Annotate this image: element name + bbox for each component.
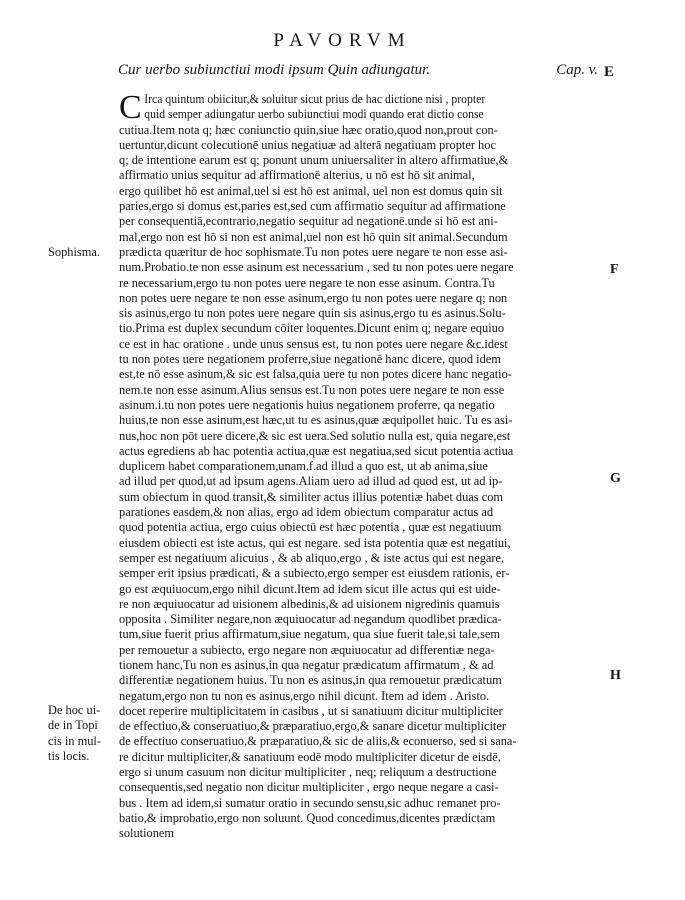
margin-letter-h: H: [610, 668, 621, 683]
text-line: opposita . Similiter negare,non æquiuocatur ad negandum quodlibet prædica-: [119, 612, 502, 627]
margin-letter-f: F: [610, 262, 619, 277]
chapter-heading: [118, 62, 598, 79]
text-line: non potes uere negare te non esse asinum,ergo tu non potes uere negare q; non: [119, 290, 508, 305]
text-line: quod potentia actiua, ergo cuius obiectū est hæc potentia , quæ est negatiuum: [119, 520, 502, 535]
text-line: q; de intentione earum est q; ponunt unum uniuersaliter in altero affirmatiue,&: [119, 153, 509, 168]
text-line: consequentis,sed negatio non dicitur multipliciter , ergo neque negare a casi-: [119, 780, 499, 795]
text-line: tionem hanc,Tu non es asinus,in qua negatur prædicatum affirmatum , & ad: [119, 657, 494, 672]
text-line: asinum.i.tu non potes uere negationis huius negationem proferre, qa negatio: [119, 397, 495, 412]
text-line: sis asinus,ergo tu non potes uere negare quin sis asinus,ergo tu es asinus.Solu-: [119, 306, 506, 321]
text-line: duplicem habet comparationem,unam.f.ad illud a quo est, ut ab anima,siue: [119, 459, 488, 474]
text-line: eiusdem obiecti est iste actus, qui est negare. sed ista potentia quæ est negatiui,: [119, 535, 511, 550]
text-line: parationes easdem,& non alias, ergo ad idem obiectum comparatur actus ad: [119, 505, 494, 520]
margin-note-line: tis locis.: [48, 748, 90, 763]
text-line: batio,& improbatio,ergo non soluunt. Quod concedimus,dicentes prædictam: [119, 810, 496, 825]
text-line: ergo quilibet hō est animal,uel si est hō est animal, uel non est domus quin sit: [119, 183, 503, 198]
chapter-subtitle: Cur uerbo subiunctiui modi ipsum Quin adiungatur.: [118, 62, 431, 78]
main-text-block: [119, 89, 601, 842]
text-line: affirmatio unius sequitur ad affirmationē alterius, u nō est hō sit animal,: [119, 168, 475, 183]
text-line: tu non potes uere negationem proferre,siue negationē hanc dicere, quod idem: [119, 352, 501, 367]
text-line: ad illud per quod,ut ad ipsum agens.Aliam uero ad illud ad quod est, ut ad ip-: [119, 474, 503, 489]
text-line: actus egrediens ab hac potentia actiua,quæ est negatiua,sed sicut potentia actiua: [119, 443, 514, 458]
text-line: ce est in hac oratione . unde unus sensus est, tu non potes uere negare &c.idest: [119, 336, 508, 351]
margin-note-topics: [48, 703, 101, 764]
text-line: re non æquiuocatur ad uisionem albedinis,& ad uisionem nigredinis quamuis: [119, 596, 500, 611]
text-line: paries,ergo si domus est,paries est,sed cum affirmatio sequitur ad affirmatione: [119, 199, 506, 214]
text-line: nem.te non esse asinum.Alius sensus est.Tu non potes uere negare te non esse: [119, 382, 505, 397]
text-line: tum,siue fuerit prius affirmatum,siue negatum, qua siue fuerit tale,si tale,sem: [119, 627, 501, 642]
text-line: differentiæ negationem huius. Tu non es asinus,in qua remouetur prædicatum: [119, 673, 502, 688]
running-title: PAVORVM: [273, 30, 412, 51]
text-line: semper est negatiuum alicuius , & ab aliquo,ergo , & iste actus qui est negare,: [119, 550, 505, 565]
text-line: sum obiectum in quod transit,& similiter actus illius potentiæ habet duas com: [119, 489, 504, 504]
text-line: de effectiuo conseruatiuo,& præparatiuo,& sic de aliis,& econuerso, sed si sana-: [119, 734, 517, 749]
text-line: mal,ergo non est hō si non est animal,uel non est hō quin sit animal.Secundum: [119, 229, 508, 244]
drop-cap: C: [119, 89, 142, 126]
text-line: num.Probatio.te non esse asinum est necessarium , sed tu non potes uere negare: [119, 260, 514, 275]
text-line: nus,hoc non pōt uere dicere,& sic est uera.Sed solutio nulla est, quia negare,est: [119, 428, 511, 443]
text-line: per remouetur a subiecto, ergo negare non æquiuocatur ad differentiæ nega-: [119, 642, 495, 657]
text-line: solutionem: [119, 826, 175, 841]
text-line: go est æquiuocum,ergo nihil dicunt.Item ad idem sicut ille actus qui est uide-: [119, 581, 501, 596]
chapter-number: Cap. v.: [556, 62, 598, 78]
margin-letter-g: G: [610, 471, 621, 486]
text-line: tio.Prima est duplex secundum cōiter loquentes.Dicunt enim q; negare equiuo: [119, 321, 505, 336]
margin-note-line: de in Topi: [48, 718, 98, 733]
margin-note-line: cis in mul-: [48, 733, 101, 748]
margin-note-line: De hoc ui-: [48, 703, 101, 717]
text-line: re necessarium,ergo tu non potes uere negare te non esse asinum. Contra.Tu: [119, 275, 495, 290]
text-line: docet reperire multiplicitatem in casibus , ut si sanatiuum dicitur multipliciter: [119, 703, 503, 718]
text-line: uertuntur,dicunt colecutionē unius negatiuæ ad alterā negatiuam propter hoc: [119, 137, 496, 152]
text-line: cutiua.Item nota q; hæc coniunctio quin,siue hæc oratio,quod non,prout con-: [119, 122, 498, 137]
text-line: quid semper adiungatur uerbo subiunctiui modi quando erat dictio conse: [144, 107, 484, 122]
text-line: de effectiuo,& conseruatiuo,& præparatiuo,ergo,& sanare dicetur multipliciter: [119, 719, 506, 734]
margin-letter-e: E: [604, 64, 615, 80]
text-line: per consequentiā,econtrario,negatio sequitur ad negationē.unde si hō est ani-: [119, 214, 498, 229]
margin-note-sophisma: Sophisma.: [48, 245, 100, 259]
text-line: semper erit ipsius prædicati, & a subiecto,ergo semper est eiusdem rationis, er-: [119, 566, 510, 581]
text-line: ergo si unum casuum non dicitur multipliciter , neq; reliquum a destructione: [119, 765, 497, 780]
text-line: bus . Item ad idem,si sumatur oratio in secundo sensu,sic adhuc remanet pro-: [119, 795, 501, 810]
text-line: est,te nō esse asinum,& sic est falsa,quia uere tu non potes dicere hanc negatio-: [119, 367, 512, 382]
text-line: huius,te non esse asinum,est hæc,ut tu es asinus,quæ æquipollet huic. Tu es asi-: [119, 413, 513, 428]
text-line: Irca quintum obiicitur,& soluitur sicut prius de hac dictione nisi , propter: [144, 92, 486, 106]
text-line: re dicitur multipliciter,& sanatiuum eodē modo multipliciter dicetur de eisdē,: [119, 749, 501, 764]
text-line: prædicta quæritur de hoc sophismate.Tu non potes uere negare te non esse asi-: [119, 244, 508, 259]
text-line: negatum,ergo non tu non es asinus,ergo nihil dicunt. Item ad idem . Aristo.: [119, 688, 490, 703]
